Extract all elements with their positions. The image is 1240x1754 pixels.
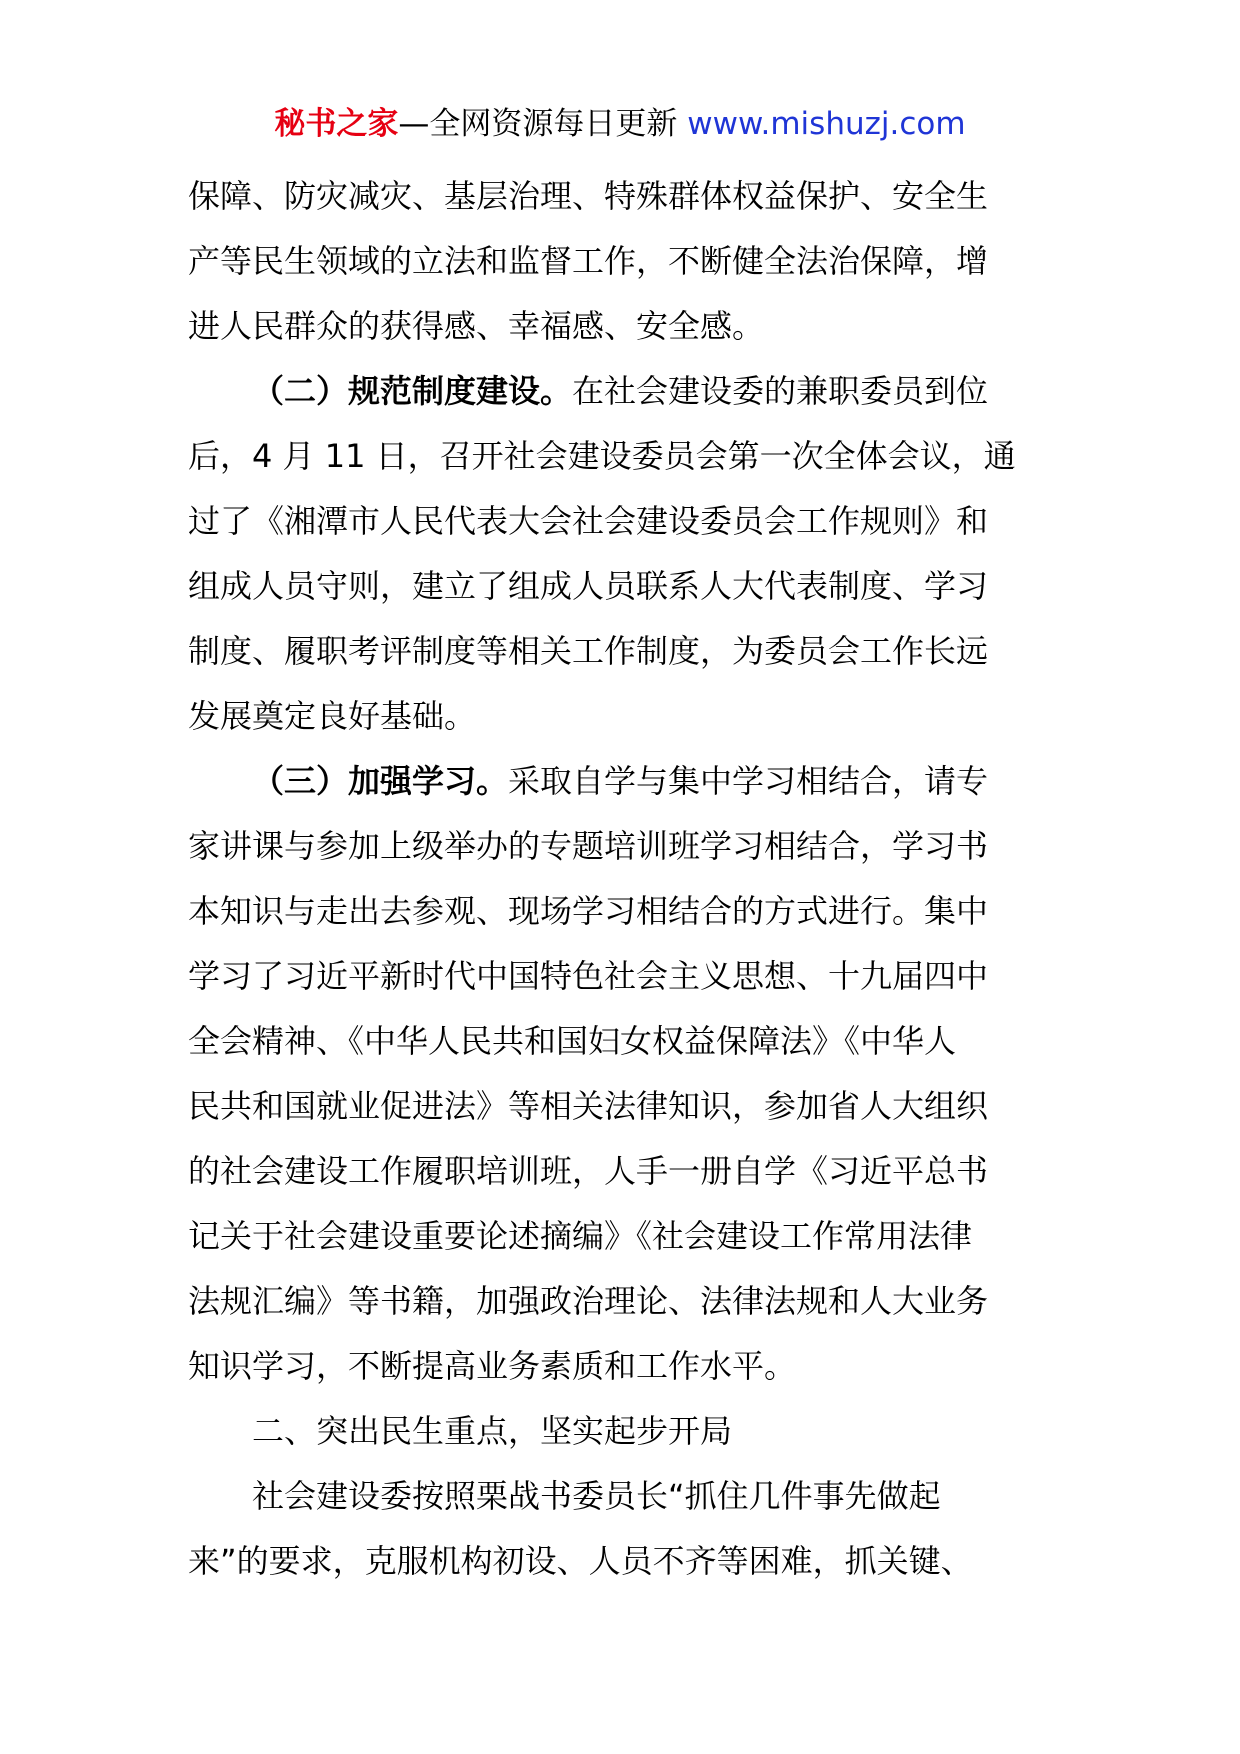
text-run: 在社会建设委的兼职委员到位 [572,372,989,410]
text-line: 民共和国就业促进法》等相关法律知识，参加省人大组织 [188,1087,989,1125]
site-tagline: —全网资源每日更新 [398,106,688,142]
text-line: 来”的要求，克服机构初设、人员不齐等困难，抓关键、 [188,1542,973,1580]
text-line: 进人民群众的获得感、幸福感、安全感。 [188,307,765,345]
text-line: 法规汇编》等书籍，加强政治理论、法律法规和人大业务 [188,1282,989,1320]
subsection-heading: （二）规范制度建设。 [252,372,573,410]
text-run: 采取自学与集中学习相结合，请专 [508,762,989,800]
text-line: 本知识与走出去参观、现场学习相结合的方式进行。集中 [188,892,989,930]
text-line: 组成人员守则，建立了组成人员联系人大代表制度、学习 [188,567,989,605]
document-body [188,164,1063,1594]
text-line: 后，4 月 11 日，召开社会建设委员会第一次全体会议，通 [188,437,1016,475]
text-line: 发展奠定良好基础。 [188,697,477,735]
paragraph-first-line [188,359,1063,424]
text-line: 家讲课与参加上级举办的专题培训班学习相结合，学习书 [188,827,989,865]
text-line: 保障、防灾减灾、基层治理、特殊群体权益保护、安全生 [188,177,989,215]
text-line: 记关于社会建设重要论述摘编》《社会建设工作常用法律 [188,1217,973,1255]
site-header [0,100,1240,148]
text-line: 制度、履职考评制度等相关工作制度，为委员会工作长远 [188,632,989,670]
subsection-heading: （三）加强学习。 [252,762,509,800]
text-line: 社会建设委按照栗战书委员长“抓住几件事先做起 [252,1477,941,1515]
site-brand: 秘书之家 [274,106,399,142]
text-line: 知识学习，不断提高业务素质和工作水平。 [188,1347,797,1385]
text-line: 过了《湘潭市人民代表大会社会建设委员会工作规则》和 [188,502,989,540]
text-line: 的社会建设工作履职培训班，人手一册自学《习近平总书 [188,1152,989,1190]
site-url-link[interactable]: www.mishuzj.com [687,106,966,142]
section-heading: 二、突出民生重点，坚实起步开局 [252,1412,733,1450]
paragraph-first-line [188,749,1063,814]
text-line: 产等民生领域的立法和监督工作，不断健全法治保障，增 [188,242,989,280]
text-line: 全会精神、《中华人民共和国妇女权益保障法》《中华人 [188,1022,957,1060]
text-line: 学习了习近平新时代中国特色社会主义思想、十九届四中 [188,957,989,995]
